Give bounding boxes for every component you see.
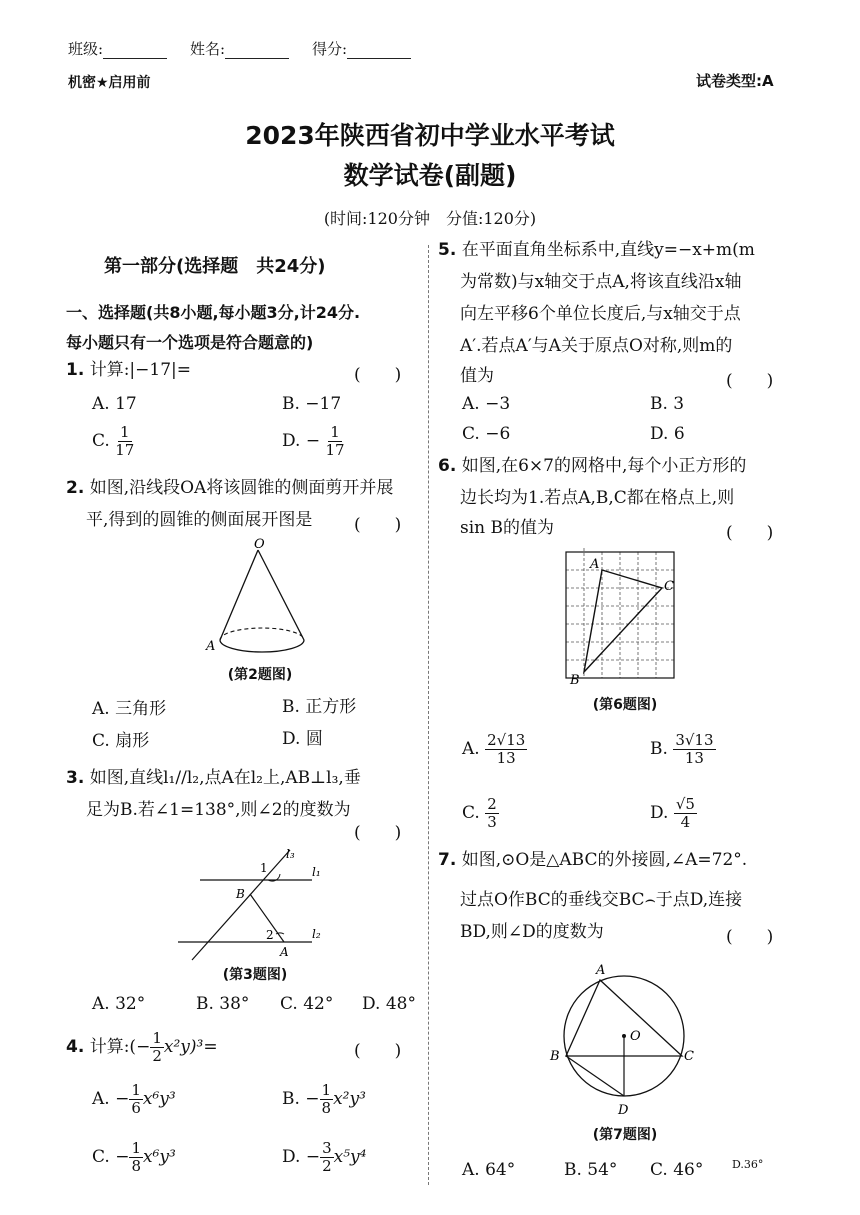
name-blank[interactable] (225, 44, 289, 59)
q7-label-c: C (684, 1049, 694, 1064)
q5-stem-line3: 向左平移6个单位长度后,与x轴交于点 (460, 304, 741, 324)
name-field (190, 38, 289, 59)
q4-frac-num: 1 (152, 1029, 162, 1047)
q3-angle2-label: 2 (266, 928, 274, 942)
q4-frac-den: 2 (152, 1047, 162, 1065)
q4-d-pre: D. − (282, 1147, 321, 1167)
q7-label-a: A (596, 963, 606, 978)
q6-option-a[interactable] (462, 732, 527, 767)
q6-text1: 如图,在6×7的网格中,每个小正方形的 (461, 456, 747, 476)
q6-c-fraction (485, 796, 499, 831)
section-line1: 一、选择题(共8小题,每小题3分,计24分. (66, 303, 361, 322)
q2-option-b[interactable]: B. 正方形 (282, 697, 357, 717)
q5-option-a[interactable]: A. −3 (462, 394, 511, 414)
q7-stem-line3: BD,则∠D的度数为 (460, 922, 604, 942)
q6-label-c: C (664, 579, 674, 594)
section-line2: 每小题只有一个选项是符合题意的) (66, 333, 314, 352)
q6-stem-line2: 边长均为1.若点A,B,C都在格点上,则 (460, 488, 735, 508)
q6-a-num: 2√13 (487, 731, 526, 749)
q1-d-label: D. − (282, 431, 321, 451)
q7-option-c[interactable]: C. 46° (650, 1160, 704, 1180)
q3-l2-label: l₂ (312, 927, 321, 941)
q4-d-post: x⁵y⁴ (333, 1147, 367, 1167)
q1-option-a[interactable]: A. 17 (92, 394, 137, 414)
q7-option-a[interactable]: A. 64° (462, 1160, 516, 1180)
exam-meta: (时间:120分钟 分值:120分) (323, 209, 537, 228)
q1-stem (66, 354, 191, 387)
q6-option-d[interactable] (650, 796, 697, 831)
q4-text-pre: 计算:(− (89, 1037, 151, 1057)
q1-d-fraction (325, 424, 344, 459)
q3-option-d[interactable]: D. 48° (362, 994, 416, 1014)
name-label: 姓名: (190, 40, 226, 58)
q6-b-label: B. (650, 739, 668, 759)
q3-l3-label: l₃ (286, 847, 295, 861)
q4-b-post: x²y³ (333, 1089, 366, 1109)
q3-angle1-label: 1 (260, 861, 268, 875)
q1-text: 计算:|−17|= (89, 360, 192, 380)
q2-cone-figure (200, 536, 320, 662)
q6-answer-paren[interactable]: ( ) (726, 523, 774, 543)
score-blank[interactable] (347, 44, 411, 59)
q4-stem-fraction (150, 1030, 164, 1065)
q6-c-den: 3 (487, 813, 497, 831)
q3-caption: (第3题图) (222, 967, 288, 983)
exam-subtitle: 数学试卷(副题) (343, 161, 517, 190)
q6-d-den: 4 (680, 813, 691, 831)
q3-label-b: B (236, 887, 245, 901)
q4-d-num: 3 (322, 1139, 332, 1157)
q7-stem-line2: 过点O作BC的垂线交BC⌢于点D,连接 (460, 890, 743, 910)
q7-answer-paren[interactable]: ( ) (726, 927, 774, 947)
q4-text-post: x²y)³= (163, 1037, 218, 1057)
q2-option-c[interactable]: C. 扇形 (92, 731, 150, 751)
q6-stem-line1 (438, 450, 746, 483)
q1-c-label: C. (92, 431, 110, 451)
q4-c-den: 8 (131, 1157, 141, 1175)
q3-l1-label: l₁ (312, 865, 321, 879)
q6-c-num: 2 (487, 795, 497, 813)
q6-caption: (第6题图) (592, 697, 658, 713)
part1-heading: 第一部分(选择题 共24分) (104, 256, 326, 277)
q4-b-fraction (320, 1082, 334, 1117)
q4-a-den: 6 (131, 1099, 141, 1117)
q7-label-d: D (618, 1103, 629, 1118)
q1-c-den: 17 (115, 441, 135, 459)
q4-d-den: 2 (322, 1157, 332, 1175)
column-divider (428, 245, 429, 1185)
q3-number: 3. (66, 768, 85, 788)
q5-stem-line2: 为常数)与x轴交于点A,将该直线沿x轴 (460, 272, 742, 292)
q6-d-fraction (674, 796, 697, 831)
q3-option-a[interactable]: A. 32° (92, 994, 146, 1014)
q3-stem-line1 (66, 762, 361, 795)
q6-b-fraction (673, 732, 715, 767)
q5-stem-line1 (438, 234, 755, 267)
q7-number: 7. (438, 850, 457, 870)
q2-label-a: A (206, 639, 216, 654)
q5-option-d[interactable]: D. 6 (650, 424, 685, 444)
q4-a-pre: A. − (92, 1089, 130, 1109)
q4-option-c[interactable] (92, 1140, 176, 1175)
secret-label: 机密★启用前 (68, 75, 151, 91)
q3-option-c[interactable]: C. 42° (280, 994, 334, 1014)
q5-stem-line5: 值为 (460, 366, 494, 386)
q1-option-b[interactable]: B. −17 (282, 394, 342, 414)
q4-answer-paren[interactable]: ( ) (354, 1041, 402, 1061)
q2-stem-line2: 平,得到的圆锥的侧面展开图是 (86, 510, 313, 530)
q6-label-b: B (570, 673, 580, 688)
q1-option-d[interactable] (282, 424, 345, 459)
q5-number: 5. (438, 240, 457, 260)
q7-label-b: B (550, 1049, 560, 1064)
score-field (312, 38, 411, 59)
paper-type: 试卷类型:A (696, 72, 774, 90)
q6-d-num: √5 (675, 795, 695, 813)
q7-option-b[interactable]: B. 54° (564, 1160, 618, 1180)
q6-label-a: A (590, 557, 600, 572)
q3-text1: 如图,直线l₁//l₂,点A在l₂上,AB⊥l₃,垂 (89, 768, 361, 788)
q6-number: 6. (438, 456, 457, 476)
q7-text1: 如图,⊙O是△ABC的外接圆,∠A=72°. (461, 850, 748, 870)
q6-a-fraction (485, 732, 527, 767)
q4-a-num: 1 (131, 1081, 141, 1099)
q4-c-pre: C. − (92, 1147, 130, 1167)
q6-a-den: 13 (496, 749, 516, 767)
q4-c-post: x⁶y³ (143, 1147, 176, 1167)
q2-answer-paren[interactable]: ( ) (354, 515, 402, 535)
q4-a-post: x⁶y³ (142, 1089, 176, 1109)
q3-label-a: A (280, 945, 289, 959)
q4-option-a[interactable] (92, 1082, 176, 1117)
q4-option-b[interactable] (282, 1082, 366, 1117)
q5-option-b[interactable]: B. 3 (650, 394, 685, 414)
q7-caption: (第7题图) (592, 1127, 658, 1143)
q7-label-o: O (630, 1029, 641, 1044)
q7-stem-line1 (438, 844, 747, 877)
q2-option-d[interactable]: D. 圆 (282, 729, 323, 749)
q6-stem-line3: sin B的值为 (460, 518, 555, 538)
q5-option-c[interactable]: C. −6 (462, 424, 511, 444)
q1-c-num: 1 (119, 423, 130, 441)
q1-d-num: 1 (330, 423, 340, 441)
q4-b-num: 1 (321, 1081, 332, 1099)
q6-b-num: 3√13 (675, 731, 714, 749)
q4-b-den: 8 (321, 1099, 332, 1117)
q6-grid-figure (560, 548, 690, 688)
q1-d-den: 17 (325, 441, 345, 459)
q4-a-fraction (129, 1082, 143, 1117)
q6-option-b[interactable] (650, 732, 716, 767)
q2-number: 2. (66, 478, 85, 498)
q1-answer-paren[interactable]: ( ) (354, 365, 402, 385)
q5-answer-paren[interactable]: ( ) (726, 371, 774, 391)
q3-option-b[interactable]: B. 38° (196, 994, 250, 1014)
q2-option-a[interactable]: A. 三角形 (92, 699, 167, 719)
class-blank[interactable] (103, 44, 167, 59)
q6-c-label: C. (462, 803, 480, 823)
q7-circle-figure (540, 960, 710, 1120)
q2-caption: (第2题图) (227, 667, 293, 683)
q4-number: 4. (66, 1037, 85, 1057)
q1-number: 1. (66, 360, 85, 380)
exam-title: 2023年陕西省初中学业水平考试 (245, 121, 615, 150)
q3-lines-figure (172, 842, 332, 962)
score-label: 得分: (312, 40, 348, 58)
q1-c-fraction (115, 424, 134, 459)
q4-c-fraction (129, 1140, 143, 1175)
q3-answer-paren[interactable]: ( ) (354, 823, 402, 843)
q5-stem-line4: A′.若点A′与A关于原点O对称,则m的 (460, 336, 733, 356)
q6-a-label: A. (462, 739, 480, 759)
q2-stem-line1 (66, 472, 393, 505)
q2-text1: 如图,沿线段OA将该圆锥的侧面剪开并展 (89, 478, 394, 498)
q2-label-o: O (254, 537, 265, 552)
q4-c-num: 1 (131, 1139, 141, 1157)
class-label: 班级: (68, 40, 104, 58)
q6-b-den: 13 (684, 749, 704, 767)
q1-option-c[interactable] (92, 424, 134, 459)
q4-stem (66, 1030, 218, 1065)
q5-text1: 在平面直角坐标系中,直线y=−x+m(m (461, 240, 755, 260)
class-field (68, 38, 167, 59)
q6-d-label: D. (650, 803, 669, 823)
q6-option-c[interactable] (462, 796, 499, 831)
q4-d-fraction (320, 1140, 334, 1175)
q4-b-pre: B. − (282, 1089, 320, 1109)
q3-stem-line2: 足为B.若∠1=138°,则∠2的度数为 (86, 800, 351, 820)
q4-option-d[interactable] (282, 1140, 366, 1175)
q7-option-d[interactable]: D.36° (732, 1158, 764, 1171)
